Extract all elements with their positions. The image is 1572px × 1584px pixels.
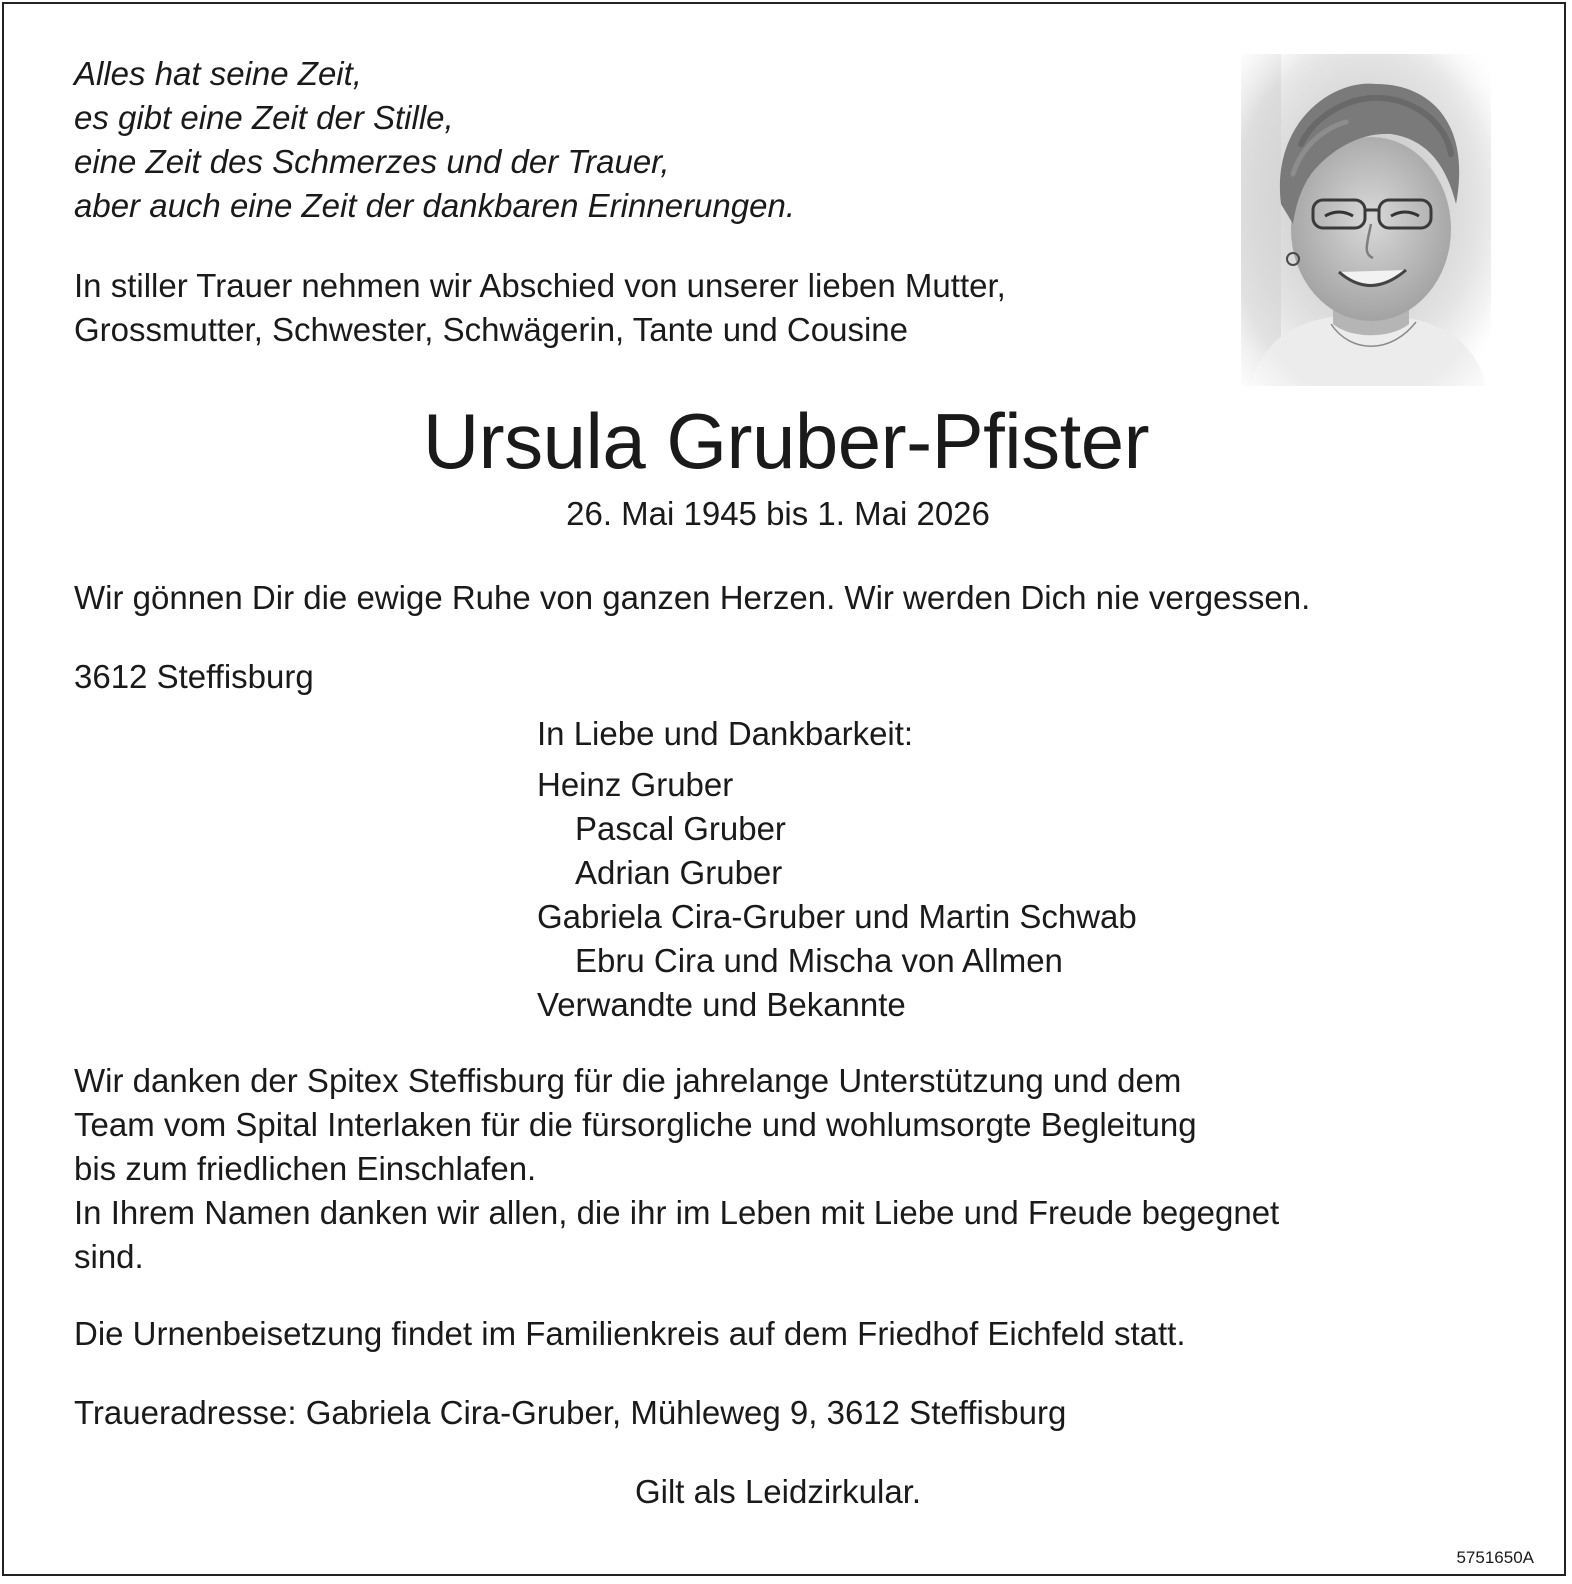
- intro-line: Grossmutter, Schwester, Schwägerin, Tante und Cousine: [74, 311, 908, 348]
- mourner-name: Verwandte und Bekannte: [537, 986, 906, 1023]
- poem-line: Alles hat seine Zeit,: [74, 55, 362, 92]
- thanks-text: [74, 1059, 1279, 1279]
- poem-line: es gibt eine Zeit der Stille,: [74, 99, 454, 136]
- intro-line: In stiller Trauer nehmen wir Abschied von unserer lieben Mutter,: [74, 267, 1006, 304]
- farewell-quote: Wir gönnen Dir die ewige Ruhe von ganzen Herzen. Wir werden Dich nie vergessen.: [74, 579, 1311, 616]
- thanks-line: bis zum friedlichen Einschlafen.: [74, 1150, 537, 1187]
- thanks-line: Wir danken der Spitex Steffisburg für die jahrelange Unterstützung und dem: [74, 1062, 1182, 1099]
- intro-text: [74, 264, 1006, 352]
- poem: [74, 52, 795, 228]
- mourner-name: Gabriela Cira-Gruber und Martin Schwab: [537, 898, 1137, 935]
- place: 3612 Steffisburg: [74, 658, 314, 695]
- life-dates: 26. Mai 1945 bis 1. Mai 2026: [566, 495, 990, 532]
- burial-notice: Die Urnenbeisetzung findet im Familienkreis auf dem Friedhof Eichfeld statt.: [74, 1315, 1186, 1352]
- portrait-photo: [1241, 54, 1491, 386]
- mourner-name: Pascal Gruber: [575, 810, 786, 847]
- thanks-line: Team vom Spital Interlaken für die fürsorgliche und wohlumsorgte Begleitung: [74, 1106, 1197, 1143]
- circular-note: Gilt als Leidzirkular.: [634, 1473, 922, 1510]
- mourners-list: [537, 763, 1137, 1027]
- thanks-line: sind.: [74, 1238, 144, 1275]
- mourners-heading: In Liebe und Dankbarkeit:: [537, 715, 914, 752]
- mourning-address: Traueradresse: Gabriela Cira-Gruber, Mühleweg 9, 3612 Steffisburg: [74, 1394, 1067, 1431]
- deceased-name: Ursula Gruber-Pfister: [422, 397, 1150, 485]
- thanks-line: In Ihrem Namen danken wir allen, die ihr im Leben mit Liebe und Freude begegnet: [74, 1194, 1280, 1231]
- mourner-name: Adrian Gruber: [575, 854, 783, 891]
- reference-number: 5751650A: [1456, 1548, 1534, 1567]
- poem-line: eine Zeit des Schmerzes und der Trauer,: [74, 143, 670, 180]
- mourner-name: Heinz Gruber: [537, 766, 734, 803]
- poem-line: aber auch eine Zeit der dankbaren Erinnerungen.: [74, 187, 795, 224]
- mourner-name: Ebru Cira und Mischa von Allmen: [575, 942, 1063, 979]
